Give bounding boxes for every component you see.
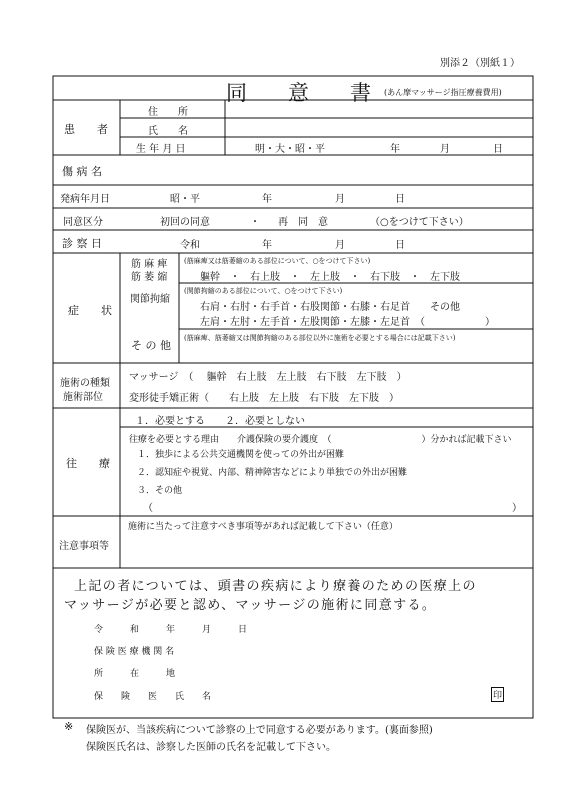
form-title: 同 意 書	[226, 81, 381, 105]
onset-label: 発病年月日	[60, 194, 110, 205]
disease-field[interactable]	[122, 157, 530, 183]
birth-date-label: 生 年 月 日	[136, 144, 186, 155]
atrophy-label: 筋 萎 縮	[131, 272, 168, 283]
seal-mark-icon: 印	[491, 687, 504, 702]
treatment-type-label: 施術の種類	[60, 378, 110, 389]
home-visit-reason-label: 往療を必要とする理由	[129, 435, 220, 445]
name-field[interactable]	[227, 119, 529, 136]
footnote-line-1: 保険医が、当該疾病について診察の上で同意する必要があります。(裏面参照)	[86, 725, 433, 736]
symptoms-label: 症 状	[68, 304, 112, 317]
birth-year-unit: 年	[390, 144, 400, 155]
reason-option-3[interactable]: ３．その他	[137, 486, 183, 496]
care-level-line[interactable]: 介護保険の要介護度 （ ）分かれば記載下さい	[237, 435, 512, 445]
attachment-label: 別添２（別紙１）	[440, 58, 520, 69]
massage-option-row[interactable]: マッサージ （ 軀幹 右上肢 左上肢 右下肢 左下肢 ）	[129, 372, 407, 383]
declaration-line-1: 上記の者については、頭書の疾病により療養のための医療上の	[74, 579, 477, 594]
doctor-name-label: 保 険 医 氏 名	[94, 692, 212, 702]
reason-option-2[interactable]: ２．認知症や視覚、内部、精神障害などにより単独での外出が困難	[137, 468, 408, 478]
home-visit-label: 往 療	[66, 457, 110, 470]
birth-day-unit: 日	[493, 144, 503, 155]
paralysis-note: (筋麻痺又は筋萎縮のある部位について、○をつけて下さい)	[184, 257, 371, 265]
paralysis-body-parts[interactable]: 軀幹 ・ 右上肢 ・ 左上肢 ・ 右下肢 ・ 左下肢	[200, 272, 460, 283]
consent-date-line[interactable]: 令 和 年 月 日	[94, 625, 248, 635]
treatment-site-label: 施術部位	[63, 392, 103, 403]
footnote-line-2: 保険医氏名は、診察した医師の氏名を記載して下さい。	[86, 742, 336, 753]
birth-era-options[interactable]: 明・大・昭・平	[255, 144, 325, 155]
reason-other-paren-open: （	[143, 503, 153, 514]
reason-other-paren-close: ）	[512, 503, 522, 514]
institution-label: 保 険 医 療 機 関 名	[94, 647, 175, 657]
other-symptom-field[interactable]	[182, 342, 530, 361]
contracture-note: (関節拘縮のある部位について、○をつけて下さい)	[184, 287, 343, 295]
consent-separator: ・	[250, 217, 260, 228]
other-symptom-note: (筋麻痺、筋萎縮又は関節拘縮のある部位以外に施術を必要とする場合には記載下さい)	[184, 334, 456, 342]
footnote-mark: ※	[64, 720, 74, 733]
corrective-option-row[interactable]: 変形徒手矯正術（ 右上肢 左上肢 右下肢 左下肢 ）	[129, 393, 399, 404]
exam-year-unit: 年	[262, 240, 272, 251]
address-field[interactable]	[227, 101, 529, 117]
name-label: 氏 名	[148, 126, 188, 137]
address-label: 住 所	[148, 107, 188, 118]
reason-option-1[interactable]: １．独歩による公共交通機関を使っての外出が困難	[137, 450, 345, 460]
exam-date-era: 令和	[180, 240, 200, 251]
consent-type-note: （○をつけて下さい）	[370, 217, 469, 228]
exam-month-unit: 月	[335, 240, 345, 251]
other-symptom-label: そ の 他	[131, 339, 171, 352]
disease-label: 傷 病 名	[62, 165, 102, 178]
location-label: 所 在 地	[94, 669, 176, 679]
reason-other-field[interactable]	[160, 498, 510, 512]
notes-label: 注意事項等	[59, 541, 109, 552]
exam-day-unit: 日	[395, 240, 405, 251]
form-title-note: (あん摩マッサージ指圧療養費用)	[384, 88, 502, 97]
consent-initial-option[interactable]: 初回の同意	[160, 217, 210, 228]
exam-date-label: 診 察 日	[62, 237, 102, 250]
onset-day-unit: 日	[395, 194, 405, 205]
patient-heading: 患 者	[64, 123, 108, 136]
consent-re-option[interactable]: 再 同 意	[278, 217, 328, 228]
onset-era-options[interactable]: 昭・平	[170, 194, 200, 205]
consent-type-label: 同意区分	[63, 217, 103, 228]
contracture-left-parts[interactable]: 左肩・左肘・左手首・左股関節・左膝・左足首 （ ）	[200, 317, 495, 328]
onset-year-unit: 年	[262, 194, 272, 205]
onset-month-unit: 月	[335, 194, 345, 205]
home-visit-options[interactable]: １．必要とする ２．必要としない	[135, 416, 305, 427]
declaration-line-2: マッサージが必要と認め、マッサージの施術に同意する。	[64, 598, 437, 613]
notes-instruction: 施術に当たって注意すべき事項等があれば記載して下さい（任意）	[128, 522, 398, 532]
contracture-label: 関節拘縮	[130, 294, 170, 305]
paralysis-label: 筋 麻 痺	[131, 259, 168, 270]
doctor-name-field[interactable]	[200, 686, 480, 702]
birth-month-unit: 月	[440, 144, 450, 155]
notes-field[interactable]	[124, 532, 530, 565]
contracture-right-parts[interactable]: 右肩・右肘・右手首・右股関節・右膝・右足首 その他	[200, 302, 460, 313]
